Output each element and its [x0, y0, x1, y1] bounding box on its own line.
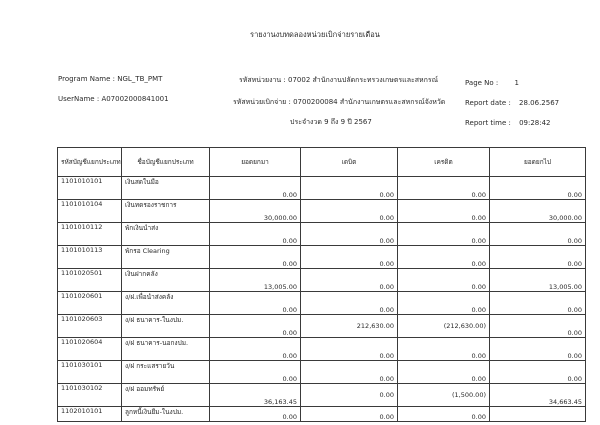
account-name: ง/ฝ ธนาคาร-ในงปม. — [122, 315, 210, 338]
account-name: ลูกหนี้เงินยืม-ในงปม. — [122, 407, 210, 422]
column-header: เดบิต — [301, 148, 398, 177]
carried-forward: 0.00 — [490, 177, 586, 200]
period-line: ประจำงวด 9 ถึง 9 ปี 2567 — [290, 118, 372, 126]
table-row — [58, 361, 586, 384]
carried-forward: 0.00 — [490, 223, 586, 246]
brought-forward: 30,000.00 — [210, 200, 301, 223]
brought-forward: 0.00 — [210, 407, 301, 422]
report-date — [465, 99, 559, 107]
table-row — [58, 177, 586, 200]
table-header-row — [58, 148, 586, 177]
debit-amount: 0.00 — [301, 177, 398, 200]
debit-amount: 0.00 — [301, 292, 398, 315]
debit-amount: 0.00 — [301, 407, 398, 422]
account-name: ง/ฝ กระแสรายวัน — [122, 361, 210, 384]
program-name — [58, 75, 162, 83]
account-code: 1101010113 — [58, 246, 122, 269]
username — [58, 95, 169, 103]
table-body — [58, 177, 586, 422]
debit-amount: 0.00 — [301, 338, 398, 361]
credit-amount: 0.00 — [398, 246, 490, 269]
username-label: UserName : — [58, 95, 100, 103]
account-name: พักรอ Clearing — [122, 246, 210, 269]
account-code: 1101010104 — [58, 200, 122, 223]
table-row — [58, 223, 586, 246]
report-time — [465, 119, 551, 127]
carried-forward — [490, 407, 586, 422]
credit-amount: 0.00 — [398, 223, 490, 246]
trial-balance-table — [57, 147, 586, 422]
column-header: ยอดยกไป — [490, 148, 586, 177]
table-row — [58, 200, 586, 223]
column-header: เครดิต — [398, 148, 490, 177]
account-code: 1102010101 — [58, 407, 122, 422]
brought-forward: 0.00 — [210, 246, 301, 269]
credit-amount: 0.00 — [398, 269, 490, 292]
account-code: 1101020501 — [58, 269, 122, 292]
brought-forward: 0.00 — [210, 292, 301, 315]
carried-forward: 0.00 — [490, 338, 586, 361]
account-name: เงินฝากคลัง — [122, 269, 210, 292]
debit-amount: 0.00 — [301, 384, 398, 407]
page-value: 1 — [514, 79, 519, 87]
brought-forward: 36,163.45 — [210, 384, 301, 407]
account-name: ง/ฝ ธนาคาร-นอกงปม. — [122, 338, 210, 361]
debit-amount: 0.00 — [301, 223, 398, 246]
credit-amount: 0.00 — [398, 292, 490, 315]
account-code: 1101030101 — [58, 361, 122, 384]
program-value: NGL_TB_PMT — [117, 75, 163, 83]
debit-amount: 0.00 — [301, 361, 398, 384]
debit-amount: 0.00 — [301, 246, 398, 269]
carried-forward: 34,663.45 — [490, 384, 586, 407]
carried-forward: 0.00 — [490, 246, 586, 269]
credit-amount: 0.00 — [398, 407, 490, 422]
account-code: 1101020604 — [58, 338, 122, 361]
username-value: A07002000841001 — [101, 95, 169, 103]
account-name: พักเงินนำส่ง — [122, 223, 210, 246]
program-label: Program Name : — [58, 75, 115, 83]
account-code: 1101010101 — [58, 177, 122, 200]
disbursement-unit-line: รหัสหน่วยเบิกจ่าย : 0700200084 สำนักงานเกษตรและสหกรณ์จังหวัด — [233, 98, 446, 106]
carried-forward: 30,000.00 — [490, 200, 586, 223]
report-title: รายงานงบทดลองหน่วยเบิกจ่ายรายเดือน — [250, 30, 380, 39]
carried-forward: 0.00 — [490, 315, 586, 338]
credit-amount: (1,500.00) — [398, 384, 490, 407]
table-row — [58, 315, 586, 338]
table-row — [58, 269, 586, 292]
table-row — [58, 338, 586, 361]
brought-forward: 0.00 — [210, 223, 301, 246]
table-row — [58, 384, 586, 407]
date-label: Report date : — [465, 99, 511, 107]
department-line: รหัสหน่วยงาน : 07002 สำนักงานปลัดกระทรวงเกษตรและสหกรณ์ — [239, 76, 439, 84]
carried-forward: 0.00 — [490, 292, 586, 315]
brought-forward: 0.00 — [210, 177, 301, 200]
time-label: Report time : — [465, 119, 511, 127]
table-row — [58, 407, 586, 422]
account-name: เงินสดในมือ — [122, 177, 210, 200]
credit-amount: 0.00 — [398, 177, 490, 200]
brought-forward: 0.00 — [210, 338, 301, 361]
credit-amount: 0.00 — [398, 338, 490, 361]
brought-forward: 13,005.00 — [210, 269, 301, 292]
column-header: ยอดยกมา — [210, 148, 301, 177]
table-row — [58, 246, 586, 269]
table-row — [58, 292, 586, 315]
credit-amount: 0.00 — [398, 361, 490, 384]
account-name: ง/ฝ ออมทรัพย์ — [122, 384, 210, 407]
brought-forward: 0.00 — [210, 361, 301, 384]
brought-forward: 0.00 — [210, 315, 301, 338]
account-code: 1101020601 — [58, 292, 122, 315]
column-header: ชื่อบัญชีแยกประเภท — [122, 148, 210, 177]
account-code: 1101010112 — [58, 223, 122, 246]
column-header: รหัสบัญชีแยกประเภท — [58, 148, 122, 177]
debit-amount: 0.00 — [301, 200, 398, 223]
credit-amount: 0.00 — [398, 200, 490, 223]
account-name: ง/ฝ.เพื่อนำส่งคลัง — [122, 292, 210, 315]
account-name: เงินทดรองราชการ — [122, 200, 210, 223]
account-code: 1101030102 — [58, 384, 122, 407]
debit-amount: 0.00 — [301, 269, 398, 292]
date-value: 28.06.2567 — [519, 99, 560, 107]
account-code: 1101020603 — [58, 315, 122, 338]
debit-amount: 212,630.00 — [301, 315, 398, 338]
carried-forward: 13,005.00 — [490, 269, 586, 292]
credit-amount: (212,630.00) — [398, 315, 490, 338]
time-value: 09:28:42 — [519, 119, 551, 127]
carried-forward: 0.00 — [490, 361, 586, 384]
page-number — [465, 79, 519, 87]
page-label: Page No : — [465, 79, 499, 87]
